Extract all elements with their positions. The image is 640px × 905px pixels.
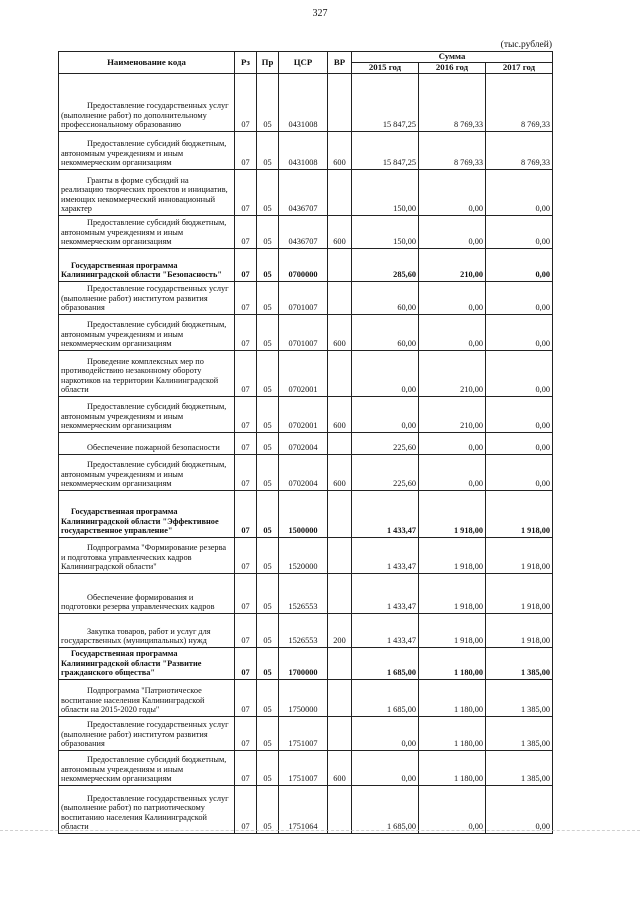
row-name-text: Предоставление государственных услуг (выполнение работ) по дополнительному профессиональному образованию <box>61 101 229 130</box>
row-sum-2016: 0,00 <box>419 315 486 351</box>
row-name <box>59 574 235 614</box>
row-name <box>59 170 235 216</box>
row-rz: 07 <box>235 455 257 491</box>
row-name-text: Предоставление субсидий бюджетным, автономным учреждениям и иным некоммерческим организациям <box>61 139 227 168</box>
row-csr: 0702001 <box>279 397 328 433</box>
row-pr: 05 <box>257 216 279 249</box>
row-csr: 0702004 <box>279 455 328 491</box>
row-sum-2017: 1 918,00 <box>486 574 553 614</box>
row-pr: 05 <box>257 170 279 216</box>
row-name <box>59 282 235 315</box>
row-name-text: Подпрограмма "Формирование резерва и подготовка управленческих кадров Калининградской области" <box>61 543 227 572</box>
row-sum-2017: 0,00 <box>486 397 553 433</box>
row-csr: 1526553 <box>279 574 328 614</box>
row-sum-2017: 0,00 <box>486 216 553 249</box>
row-name <box>59 786 235 834</box>
row-csr: 0701007 <box>279 315 328 351</box>
row-sum-2017: 1 385,00 <box>486 751 553 786</box>
table-row <box>59 491 553 538</box>
row-csr: 0701007 <box>279 282 328 315</box>
row-name <box>59 614 235 648</box>
row-rz: 07 <box>235 614 257 648</box>
row-vr <box>328 491 352 538</box>
row-sum-2016: 1 180,00 <box>419 751 486 786</box>
row-sum-2015: 1 433,47 <box>352 538 419 574</box>
row-pr: 05 <box>257 397 279 433</box>
row-pr: 05 <box>257 717 279 751</box>
header-sum: Сумма <box>352 52 553 63</box>
row-pr: 05 <box>257 786 279 834</box>
row-rz: 07 <box>235 282 257 315</box>
row-sum-2015: 15 847,25 <box>352 74 419 132</box>
row-rz: 07 <box>235 351 257 397</box>
row-name-text: Предоставление субсидий бюджетным, автономным учреждениям и иным некоммерческим организациям <box>61 755 227 784</box>
row-sum-2017: 1 918,00 <box>486 491 553 538</box>
row-pr: 05 <box>257 74 279 132</box>
row-csr: 1751007 <box>279 717 328 751</box>
row-name <box>59 216 235 249</box>
row-pr: 05 <box>257 491 279 538</box>
row-name <box>59 751 235 786</box>
row-name-text: Подпрограмма "Патриотическое воспитание населения Калининградской области на 2015-2020 годы" <box>61 686 205 715</box>
row-csr: 0702001 <box>279 351 328 397</box>
header-csr: ЦСР <box>279 52 328 74</box>
row-sum-2016: 0,00 <box>419 455 486 491</box>
row-sum-2016: 1 180,00 <box>419 717 486 751</box>
row-name <box>59 397 235 433</box>
row-sum-2015: 1 433,47 <box>352 574 419 614</box>
table-row <box>59 74 553 132</box>
row-csr: 0436707 <box>279 216 328 249</box>
row-name <box>59 433 235 455</box>
row-sum-2016: 1 180,00 <box>419 648 486 680</box>
row-csr: 1700000 <box>279 648 328 680</box>
row-csr: 0431008 <box>279 132 328 170</box>
row-name <box>59 717 235 751</box>
row-rz: 07 <box>235 680 257 717</box>
row-rz: 07 <box>235 648 257 680</box>
row-name-text: Гранты в форме субсидий на реализацию творческих проектов и инициатив, имеющих некоммерческий инновационный характер <box>61 175 228 214</box>
row-rz: 07 <box>235 397 257 433</box>
header-year-2017: 2017 год <box>486 63 553 74</box>
row-name-text: Государственная программа Калининградской области "Безопасность" <box>61 260 222 280</box>
row-rz: 07 <box>235 170 257 216</box>
row-rz: 07 <box>235 433 257 455</box>
row-sum-2015: 60,00 <box>352 315 419 351</box>
row-pr: 05 <box>257 751 279 786</box>
row-sum-2016: 0,00 <box>419 282 486 315</box>
row-name-text: Предоставление государственных услуг (выполнение работ) по патриотическому воспитанию населения Калининградской области <box>61 793 229 832</box>
row-sum-2016: 0,00 <box>419 786 486 834</box>
table-row <box>59 574 553 614</box>
row-csr: 0700000 <box>279 249 328 282</box>
row-csr: 0436707 <box>279 170 328 216</box>
table-row <box>59 717 553 751</box>
header-rz: Рз <box>235 52 257 74</box>
row-sum-2017: 1 385,00 <box>486 648 553 680</box>
row-name <box>59 74 235 132</box>
row-vr <box>328 680 352 717</box>
row-sum-2015: 0,00 <box>352 717 419 751</box>
table-row <box>59 648 553 680</box>
table-body <box>59 74 553 834</box>
row-sum-2016: 1 918,00 <box>419 538 486 574</box>
table-row <box>59 315 553 351</box>
row-sum-2017: 1 918,00 <box>486 614 553 648</box>
row-sum-2017: 0,00 <box>486 170 553 216</box>
row-name <box>59 680 235 717</box>
row-name <box>59 538 235 574</box>
row-pr: 05 <box>257 648 279 680</box>
table-row <box>59 455 553 491</box>
row-name-text: Предоставление государственных услуг (выполнение работ) институтом развития образования <box>61 284 229 313</box>
row-rz: 07 <box>235 751 257 786</box>
header-name: Наименование кода <box>59 52 235 74</box>
row-pr: 05 <box>257 282 279 315</box>
table-row <box>59 216 553 249</box>
row-name-text: Предоставление субсидий бюджетным, автономным учреждениям и иным некоммерческим организациям <box>61 320 227 349</box>
row-name-text: Проведение комплексных мер по противодействию незаконному обороту наркотиков на территории Калининградской области <box>61 356 219 395</box>
units-label: (тыс.рублей) <box>500 40 552 50</box>
row-rz: 07 <box>235 491 257 538</box>
row-sum-2016: 0,00 <box>419 433 486 455</box>
row-vr: 600 <box>328 751 352 786</box>
table-row <box>59 538 553 574</box>
row-pr: 05 <box>257 351 279 397</box>
row-sum-2017: 0,00 <box>486 315 553 351</box>
row-sum-2015: 60,00 <box>352 282 419 315</box>
row-name <box>59 351 235 397</box>
row-vr <box>328 249 352 282</box>
table-row <box>59 249 553 282</box>
row-rz: 07 <box>235 717 257 751</box>
row-name-text: Обеспечение пожарной безопасности <box>87 443 220 453</box>
row-rz: 07 <box>235 786 257 834</box>
row-sum-2015: 285,60 <box>352 249 419 282</box>
row-rz: 07 <box>235 315 257 351</box>
row-pr: 05 <box>257 315 279 351</box>
budget-table <box>58 51 553 834</box>
row-pr: 05 <box>257 433 279 455</box>
row-name-text: Закупка товаров, работ и услуг для государственных (муниципальных) нужд <box>61 626 211 646</box>
row-sum-2015: 225,60 <box>352 433 419 455</box>
row-rz: 07 <box>235 249 257 282</box>
row-rz: 07 <box>235 538 257 574</box>
row-vr: 600 <box>328 216 352 249</box>
table-row <box>59 614 553 648</box>
row-sum-2015: 1 685,00 <box>352 786 419 834</box>
header-year-2016: 2016 год <box>419 63 486 74</box>
row-csr: 1750000 <box>279 680 328 717</box>
row-sum-2015: 15 847,25 <box>352 132 419 170</box>
row-name <box>59 648 235 680</box>
table-row <box>59 132 553 170</box>
table-row <box>59 170 553 216</box>
row-sum-2015: 1 433,47 <box>352 614 419 648</box>
row-sum-2016: 1 918,00 <box>419 614 486 648</box>
row-sum-2015: 225,60 <box>352 455 419 491</box>
row-vr <box>328 433 352 455</box>
row-pr: 05 <box>257 614 279 648</box>
row-vr: 600 <box>328 455 352 491</box>
row-sum-2015: 150,00 <box>352 216 419 249</box>
row-csr: 1751007 <box>279 751 328 786</box>
row-vr <box>328 74 352 132</box>
row-pr: 05 <box>257 680 279 717</box>
row-sum-2016: 210,00 <box>419 351 486 397</box>
row-sum-2017: 1 385,00 <box>486 680 553 717</box>
row-sum-2015: 0,00 <box>352 351 419 397</box>
row-sum-2015: 150,00 <box>352 170 419 216</box>
row-vr <box>328 538 352 574</box>
row-name-text: Предоставление субсидий бюджетным, автономным учреждениям и иным некоммерческим организациям <box>61 460 227 489</box>
row-vr: 600 <box>328 315 352 351</box>
row-sum-2017: 1 918,00 <box>486 538 553 574</box>
row-csr: 1526553 <box>279 614 328 648</box>
row-sum-2017: 0,00 <box>486 433 553 455</box>
row-csr: 0702004 <box>279 433 328 455</box>
row-name-text: Государственная программа Калининградской области "Развитие гражданского общества" <box>61 649 202 678</box>
row-sum-2016: 1 918,00 <box>419 491 486 538</box>
row-sum-2017: 8 769,33 <box>486 132 553 170</box>
row-vr <box>328 170 352 216</box>
scan-edge-artifact <box>0 830 640 833</box>
row-vr: 600 <box>328 397 352 433</box>
row-sum-2015: 1 433,47 <box>352 491 419 538</box>
row-csr: 1520000 <box>279 538 328 574</box>
header-pr: Пр <box>257 52 279 74</box>
row-name-text: Государственная программа Калининградской области "Эффективное государственное управление" <box>61 507 219 536</box>
row-name-text: Предоставление субсидий бюджетным, автономным учреждениям и иным некоммерческим организациям <box>61 218 227 247</box>
row-sum-2016: 8 769,33 <box>419 74 486 132</box>
table-row <box>59 397 553 433</box>
row-rz: 07 <box>235 74 257 132</box>
row-name <box>59 249 235 282</box>
row-sum-2015: 1 685,00 <box>352 648 419 680</box>
row-name <box>59 315 235 351</box>
page-number: 327 <box>312 8 328 19</box>
row-pr: 05 <box>257 132 279 170</box>
table-row <box>59 351 553 397</box>
row-rz: 07 <box>235 132 257 170</box>
row-csr: 1751064 <box>279 786 328 834</box>
row-sum-2016: 210,00 <box>419 249 486 282</box>
row-name <box>59 455 235 491</box>
row-vr <box>328 648 352 680</box>
row-sum-2016: 210,00 <box>419 397 486 433</box>
row-sum-2015: 0,00 <box>352 751 419 786</box>
row-pr: 05 <box>257 574 279 614</box>
row-sum-2015: 1 685,00 <box>352 680 419 717</box>
row-sum-2017: 0,00 <box>486 249 553 282</box>
row-vr: 600 <box>328 132 352 170</box>
header-vr: ВР <box>328 52 352 74</box>
row-pr: 05 <box>257 455 279 491</box>
row-vr <box>328 574 352 614</box>
row-sum-2017: 0,00 <box>486 351 553 397</box>
row-vr <box>328 351 352 397</box>
row-name-text: Обеспечение формирования и подготовки резерва управленческих кадров <box>61 592 215 612</box>
row-sum-2017: 0,00 <box>486 455 553 491</box>
row-sum-2016: 0,00 <box>419 216 486 249</box>
row-sum-2017: 8 769,33 <box>486 74 553 132</box>
table-row <box>59 786 553 834</box>
row-sum-2016: 0,00 <box>419 170 486 216</box>
table-row <box>59 433 553 455</box>
row-sum-2017: 0,00 <box>486 282 553 315</box>
table-row <box>59 680 553 717</box>
row-vr <box>328 786 352 834</box>
row-name-text: Предоставление государственных услуг (выполнение работ) институтом развития образования <box>61 720 229 749</box>
row-sum-2017: 0,00 <box>486 786 553 834</box>
row-vr <box>328 282 352 315</box>
row-pr: 05 <box>257 538 279 574</box>
row-rz: 07 <box>235 574 257 614</box>
row-name <box>59 132 235 170</box>
row-vr <box>328 717 352 751</box>
row-sum-2017: 1 385,00 <box>486 717 553 751</box>
row-csr: 1500000 <box>279 491 328 538</box>
row-sum-2015: 0,00 <box>352 397 419 433</box>
row-name <box>59 491 235 538</box>
table-header <box>59 52 553 74</box>
row-sum-2016: 1 918,00 <box>419 574 486 614</box>
row-csr: 0431008 <box>279 74 328 132</box>
row-pr: 05 <box>257 249 279 282</box>
row-sum-2016: 1 180,00 <box>419 680 486 717</box>
table-row <box>59 282 553 315</box>
row-rz: 07 <box>235 216 257 249</box>
header-year-2015: 2015 год <box>352 63 419 74</box>
row-name-text: Предоставление субсидий бюджетным, автономным учреждениям и иным некоммерческим организациям <box>61 402 227 431</box>
table-row <box>59 751 553 786</box>
row-sum-2016: 8 769,33 <box>419 132 486 170</box>
row-vr: 200 <box>328 614 352 648</box>
